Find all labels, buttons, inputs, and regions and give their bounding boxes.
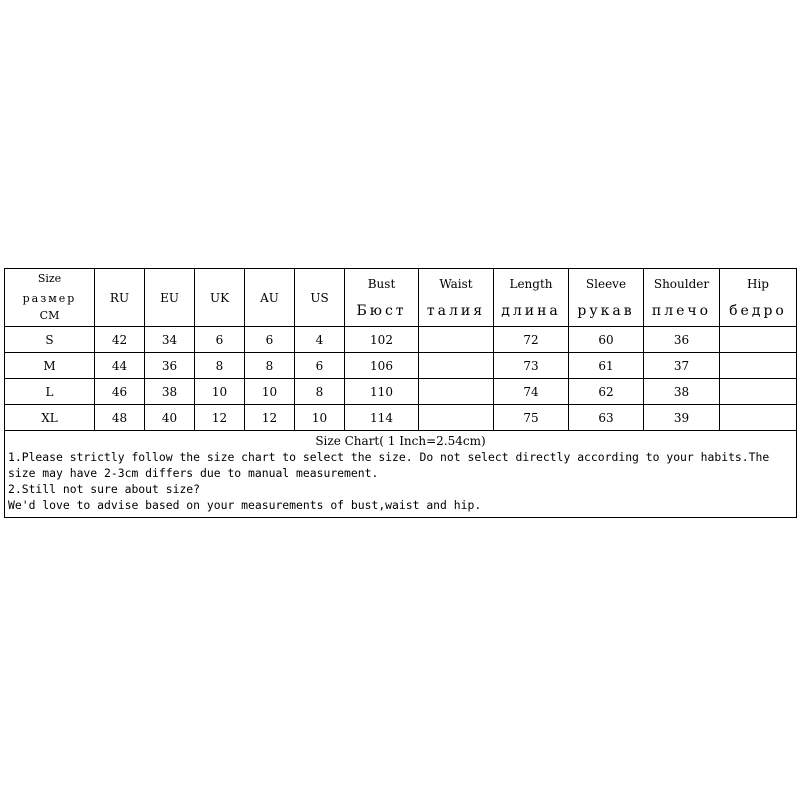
bust-cell: 114 xyxy=(345,405,419,431)
length-cell: 74 xyxy=(494,379,569,405)
length-cell: 75 xyxy=(494,405,569,431)
eu-cell: 34 xyxy=(145,327,195,353)
sleeve-cell: 62 xyxy=(569,379,644,405)
au-cell: 6 xyxy=(245,327,295,353)
size-cell: M xyxy=(5,353,95,379)
us-cell: 8 xyxy=(295,379,345,405)
sleeve-cell: 60 xyxy=(569,327,644,353)
us-cell: 6 xyxy=(295,353,345,379)
us-cell: 10 xyxy=(295,405,345,431)
shoulder-header-en: Shoulder xyxy=(653,276,710,291)
notes-line-1: 1.Please strictly follow the size chart to select the size. Do not select directly according to your habits.The size may have 2-3cm differs due to manual measurement. xyxy=(8,450,770,480)
ru-cell: 44 xyxy=(95,353,145,379)
waist-column-header xyxy=(419,269,494,327)
table-row xyxy=(5,405,797,431)
uk-cell: 12 xyxy=(195,405,245,431)
shoulder-column-header xyxy=(644,269,720,327)
bust-header-en: Bust xyxy=(367,276,396,291)
length-column-header xyxy=(494,269,569,327)
uk-cell: 6 xyxy=(195,327,245,353)
uk-cell: 8 xyxy=(195,353,245,379)
region-header-eu: EU xyxy=(145,269,195,327)
size-cell: S xyxy=(5,327,95,353)
au-cell: 12 xyxy=(245,405,295,431)
ru-cell: 46 xyxy=(95,379,145,405)
notes-line-3: We'd love to advise based on your measurements of bust,waist and hip. xyxy=(8,498,482,512)
notes-line-2: 2.Still not sure about size? xyxy=(8,482,201,496)
size-header-ru: размер xyxy=(22,292,77,306)
bust-cell: 106 xyxy=(345,353,419,379)
hip-header-en: Hip xyxy=(747,276,769,291)
shoulder-cell: 38 xyxy=(644,379,720,405)
au-cell: 10 xyxy=(245,379,295,405)
region-header-au: AU xyxy=(245,269,295,327)
eu-cell: 40 xyxy=(145,405,195,431)
sleeve-column-header xyxy=(569,269,644,327)
bust-cell: 110 xyxy=(345,379,419,405)
size-header-en: Size xyxy=(37,272,62,286)
shoulder-cell: 36 xyxy=(644,327,720,353)
notes-title: Size Chart( 1 Inch=2.54cm) xyxy=(315,434,486,448)
hip-column-header xyxy=(720,269,797,327)
region-header-uk: UK xyxy=(195,269,245,327)
hip-header-ru: бедро xyxy=(729,302,787,319)
shoulder-cell: 39 xyxy=(644,405,720,431)
waist-cell xyxy=(419,379,494,405)
header-row xyxy=(5,269,797,327)
size-column-header xyxy=(5,269,95,327)
hip-cell xyxy=(720,379,797,405)
ru-cell: 48 xyxy=(95,405,145,431)
waist-header-en: Waist xyxy=(439,276,473,291)
region-header-us: US xyxy=(295,269,345,327)
size-notes xyxy=(5,431,797,518)
sleeve-cell: 61 xyxy=(569,353,644,379)
length-header-ru: длина xyxy=(501,302,561,319)
size-cell: XL xyxy=(5,405,95,431)
bust-header-ru: Бюст xyxy=(356,302,407,319)
au-cell: 8 xyxy=(245,353,295,379)
waist-header-ru: талия xyxy=(426,302,486,319)
table-row xyxy=(5,327,797,353)
ru-cell: 42 xyxy=(95,327,145,353)
shoulder-cell: 37 xyxy=(644,353,720,379)
eu-cell: 38 xyxy=(145,379,195,405)
length-header-en: Length xyxy=(509,276,553,291)
table-row xyxy=(5,353,797,379)
bust-column-header xyxy=(345,269,419,327)
uk-cell: 10 xyxy=(195,379,245,405)
eu-cell: 36 xyxy=(145,353,195,379)
waist-cell xyxy=(419,405,494,431)
sleeve-header-ru: рукав xyxy=(577,302,635,319)
region-header-ru: RU xyxy=(95,269,145,327)
hip-cell xyxy=(720,327,797,353)
notes-row xyxy=(5,431,797,518)
shoulder-header-ru: плечо xyxy=(651,302,712,319)
sleeve-cell: 63 xyxy=(569,405,644,431)
hip-cell xyxy=(720,353,797,379)
size-header-unit: CM xyxy=(39,308,60,322)
waist-cell xyxy=(419,327,494,353)
sleeve-header-en: Sleeve xyxy=(585,276,627,291)
hip-cell xyxy=(720,405,797,431)
waist-cell xyxy=(419,353,494,379)
length-cell: 73 xyxy=(494,353,569,379)
length-cell: 72 xyxy=(494,327,569,353)
bust-cell: 102 xyxy=(345,327,419,353)
us-cell: 4 xyxy=(295,327,345,353)
table-row xyxy=(5,379,797,405)
size-chart-table xyxy=(4,268,797,518)
size-cell: L xyxy=(5,379,95,405)
